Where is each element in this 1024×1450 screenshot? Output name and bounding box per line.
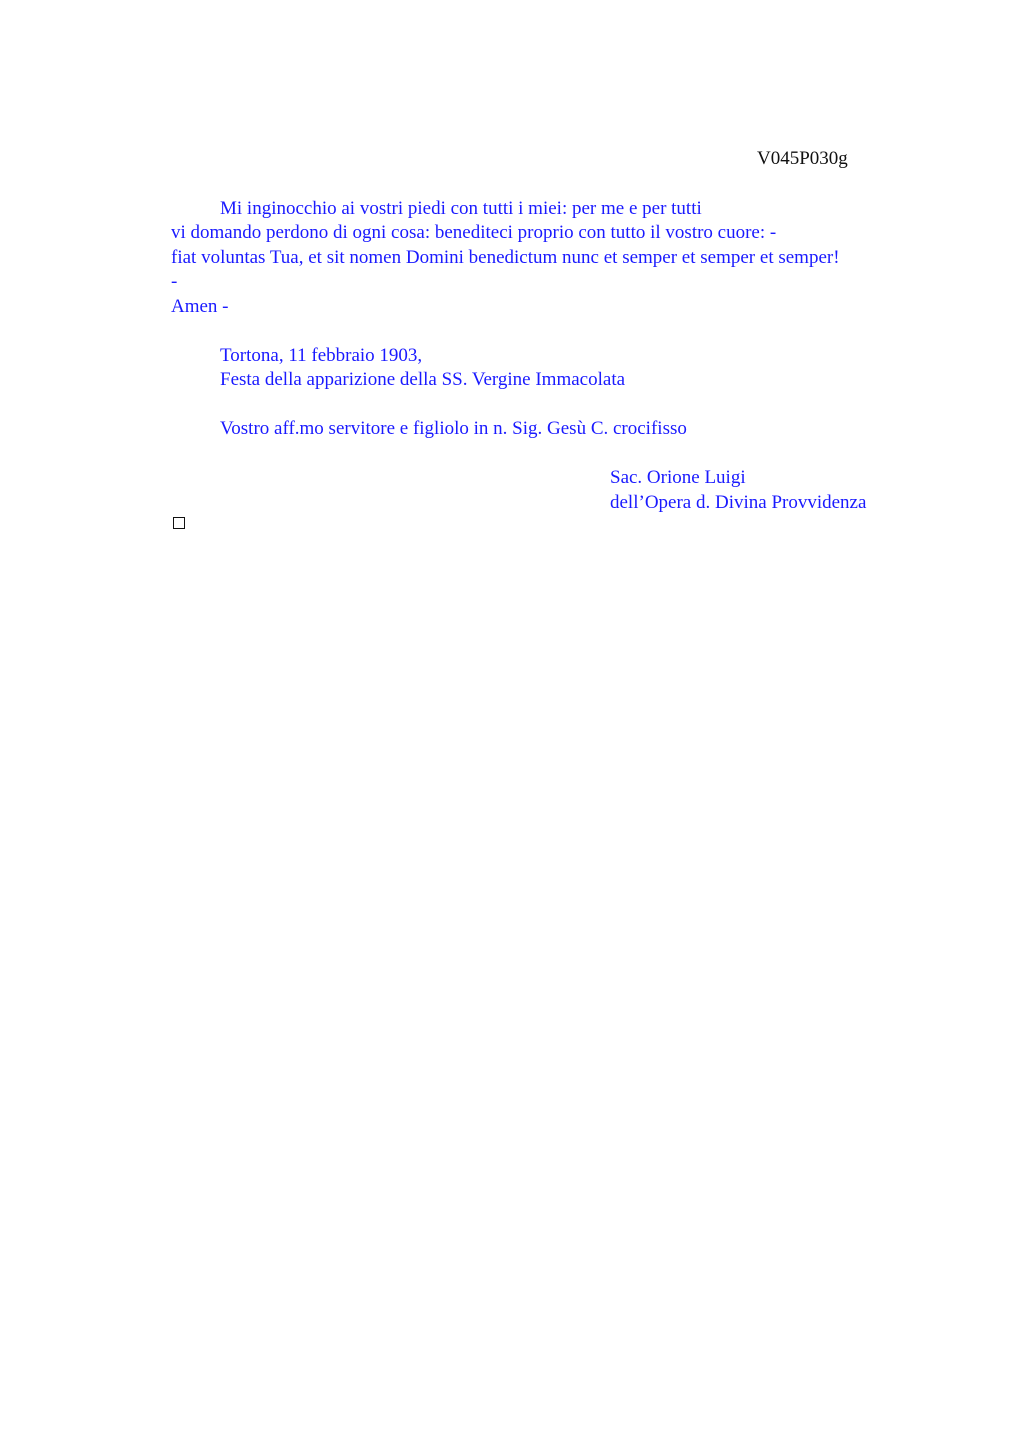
square-box-icon [173, 517, 185, 529]
signature-organization: dell’Opera d. Divina Provvidenza [610, 492, 867, 513]
date-line-feast: Festa della apparizione della SS. Vergine Immacolata [220, 369, 626, 390]
body-line-4: - [171, 271, 178, 292]
body-line-1: Mi inginocchio ai vostri piedi con tutti i miei: per me e per tutti [220, 198, 702, 219]
date-line-place: Tortona, 11 febbraio 1903, [220, 345, 423, 366]
closing-line: Vostro aff.mo servitore e figliolo in n. Sig. Gesù C. crocifisso [220, 418, 687, 439]
signature-name: Sac. Orione Luigi [610, 467, 746, 488]
body-line-2: vi domando perdono di ogni cosa: benediteci proprio con tutto il vostro cuore: - [171, 222, 777, 243]
body-line-5: Amen - [171, 296, 229, 317]
document-code: V045P030g [757, 148, 848, 169]
body-line-3: fiat voluntas Tua, et sit nomen Domini benedictum nunc et semper et semper et semper! [171, 247, 840, 268]
